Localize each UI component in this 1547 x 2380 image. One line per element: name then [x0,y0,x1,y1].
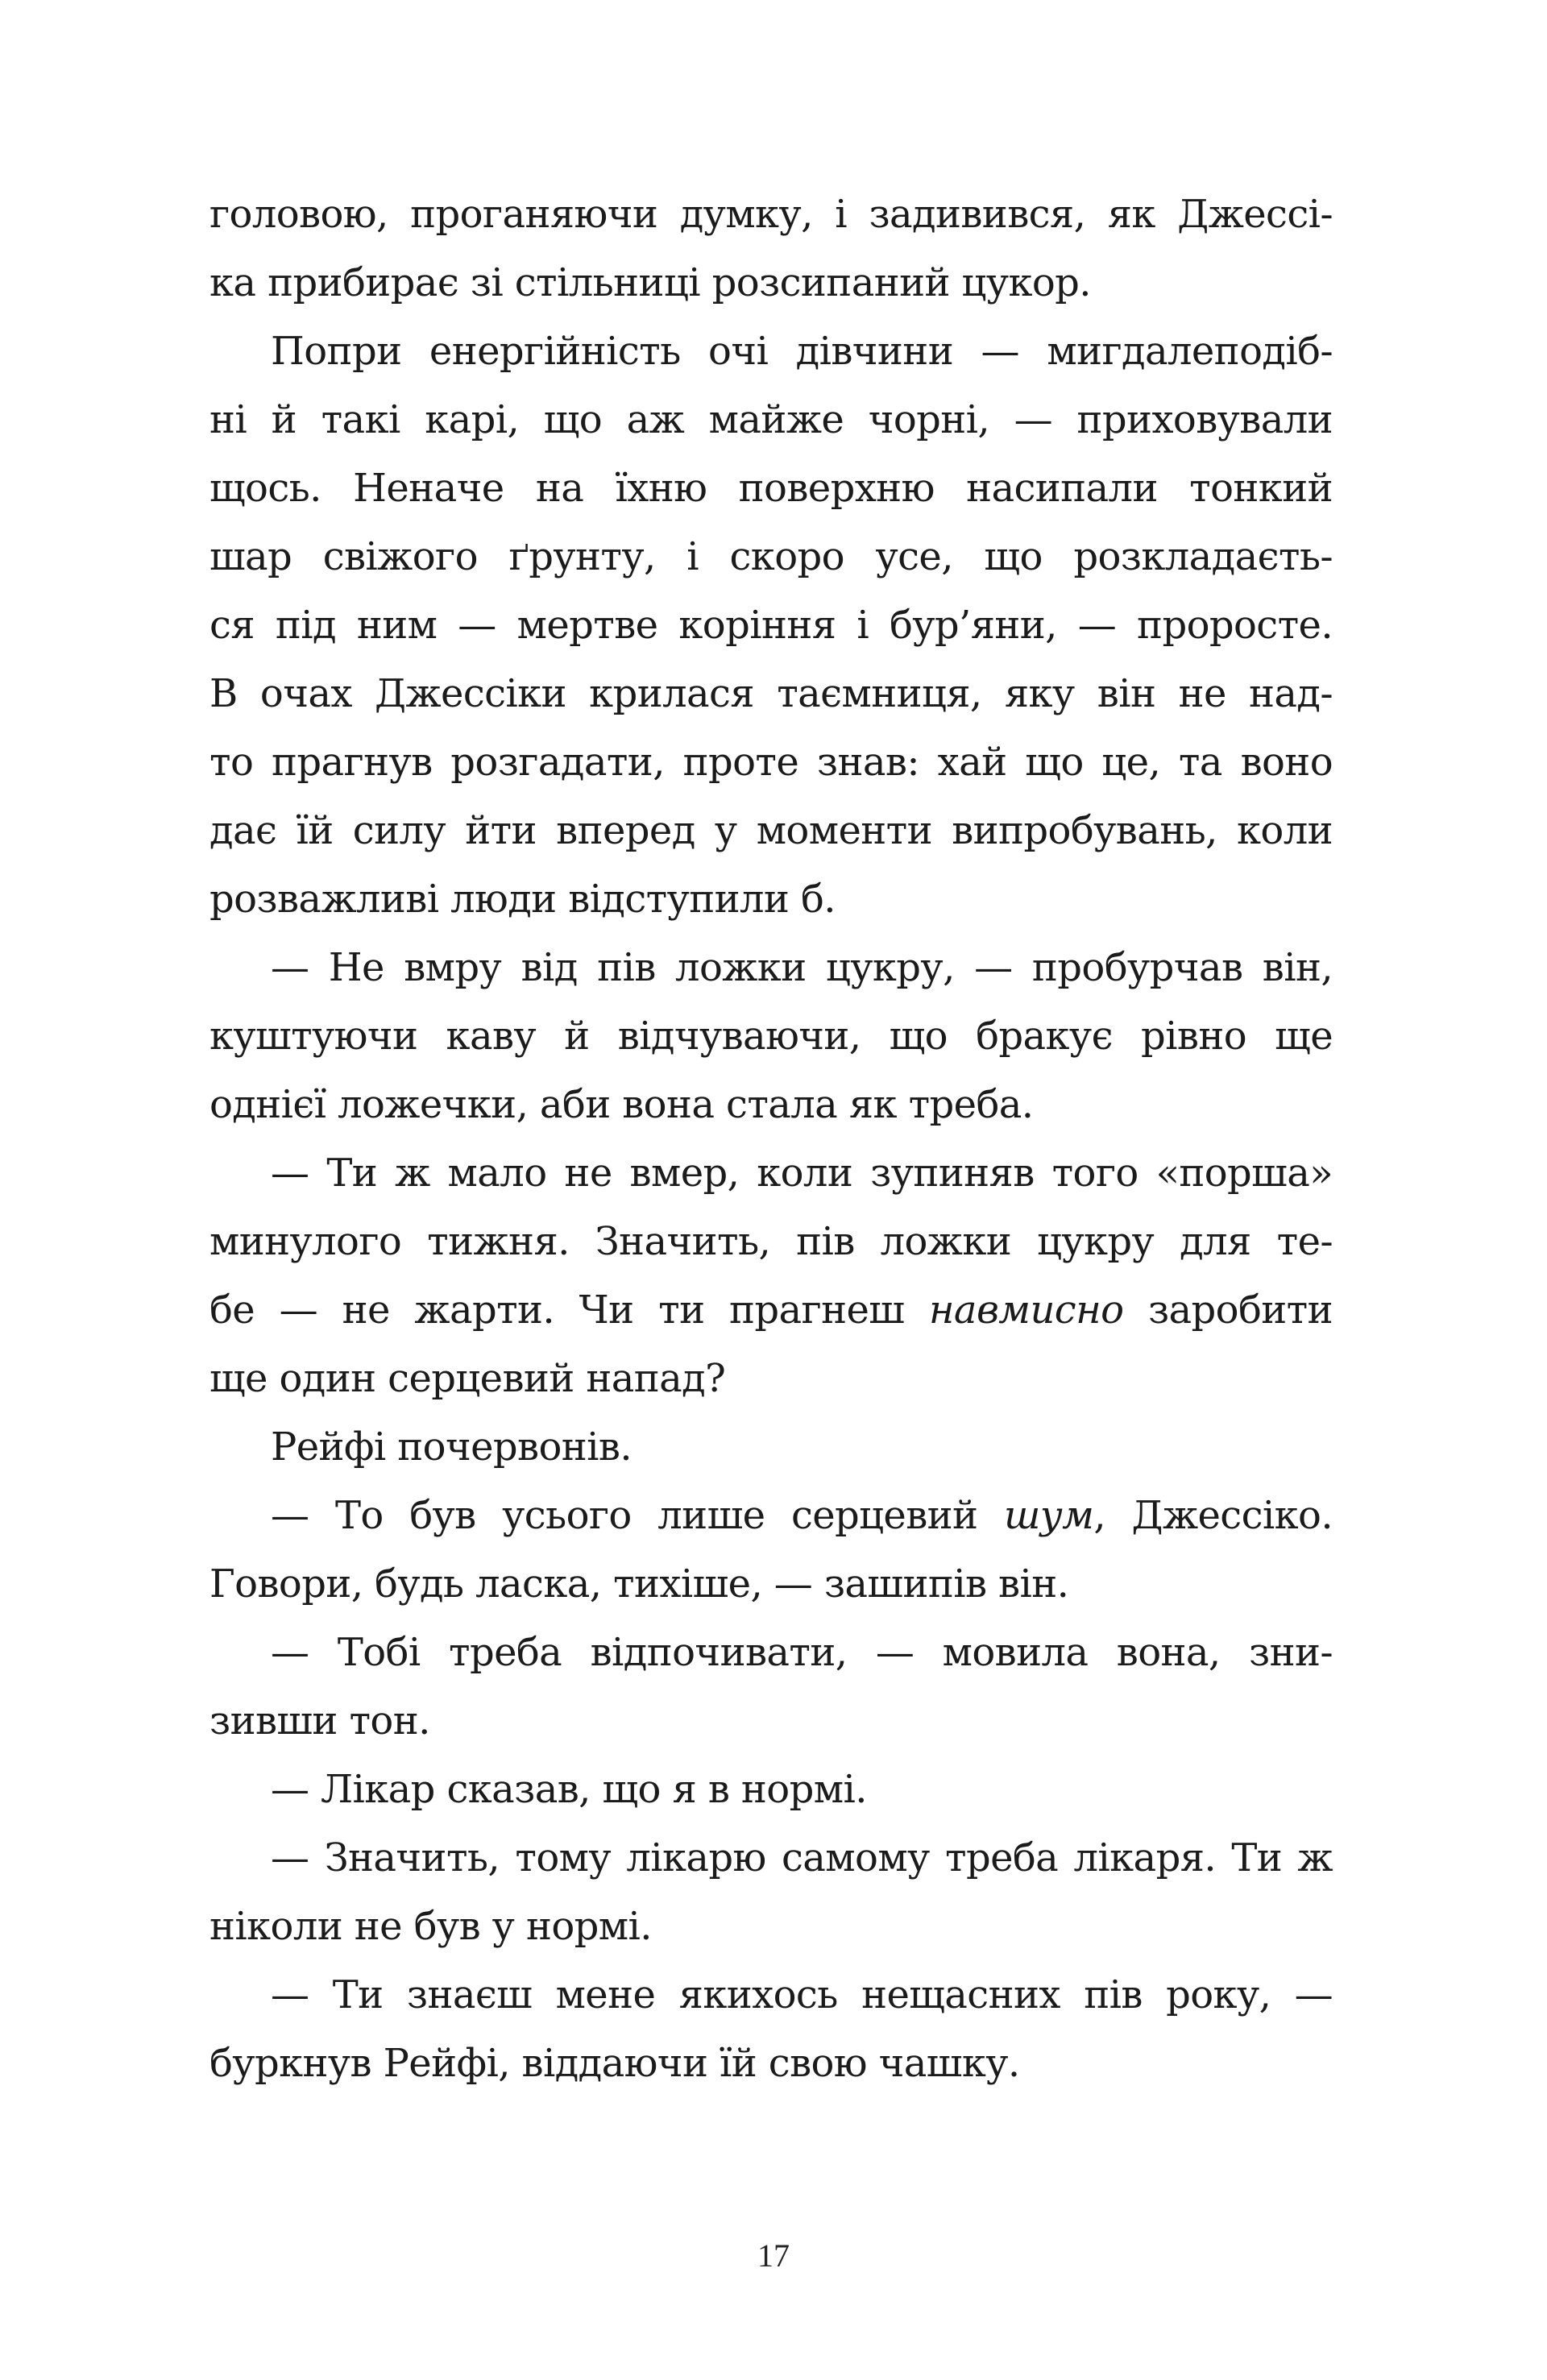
text-line: ся під ним — мертве коріння і бур’яни, — проросте. [209,603,1333,648]
text-line: ніколи не був у нормі. [209,1904,652,1949]
text-segment: — То був усього лише серцевий [271,1493,1004,1538]
text-segment: , Джессіко. [1093,1493,1333,1538]
dialogue-line: — Ти ж мало не вмер, коли зупиняв того «порша» [271,1151,1333,1196]
dialogue-line [209,1482,1333,1550]
dialogue-line: — Лікар сказав, що я в нормі. [271,1767,867,1812]
text-line: дає їй силу йти вперед у моменти випробувань, коли [209,808,1333,853]
text-line: ще один серцевий напад? [209,1356,726,1401]
text-line: головою, проганяючи думку, і задивився, як Джессі- [209,192,1333,237]
text-line: ка прибирає зі стільниці розсипаний цукор. [209,260,1091,305]
text-line: минулого тижня. Значить, пів ложки цукру для те- [209,1219,1333,1264]
page-number: 17 [757,2237,790,2274]
text-line: розважливі люди відступили б. [209,877,836,922]
text-line: зивши тон. [209,1698,430,1744]
text-segment: бе — не жарти. Чи ти прагнеш [209,1287,929,1333]
italic-emphasis: шум [1004,1493,1094,1538]
text-line: Говори, будь ласка, тихіше, — зашипів він. [209,1561,1069,1607]
text-segment: заробити [1123,1287,1333,1333]
text-line: ні й такі карі, що аж майже чорні, — приховували [209,397,1333,442]
paragraph-start-line: Попри енергійність очі дівчини — мигдалеподіб- [271,329,1333,374]
text-line: однієї ложечки, аби вона стала як треба. [209,1082,1034,1127]
dialogue-line: — Ти знаєш мене якихось нещасних пів року, — [271,1972,1333,2017]
dialogue-line: — Значить, тому лікарю самому треба лікаря. Ти ж [271,1835,1333,1880]
dialogue-line: — Тобі треба відпочивати, — мовила вона, зни- [271,1630,1333,1675]
text-line: то прагнув розгадати, проте знав: хай що це, та воно [209,740,1333,785]
italic-emphasis: навмисно [928,1287,1124,1333]
dialogue-line: — Не вмру від пів ложки цукру, — пробурчав він, [271,945,1333,990]
text-line: В очах Джессіки крилася таємниця, яку він не над- [209,671,1333,716]
text-line: щось. Неначе на їхню поверхню насипали тонкий [209,466,1333,511]
text-line: буркнув Рейфі, віддаючи їй свою чашку. [209,2041,1020,2086]
paragraph-start-line: Рейфі почервонів. [271,1424,632,1470]
text-line: куштуючи каву й відчуваючи, що бракує рівно ще [209,1014,1333,1059]
text-line: шар свіжого ґрунту, і скоро усе, що розкладаєть- [209,534,1333,579]
text-line [209,1276,1333,1345]
